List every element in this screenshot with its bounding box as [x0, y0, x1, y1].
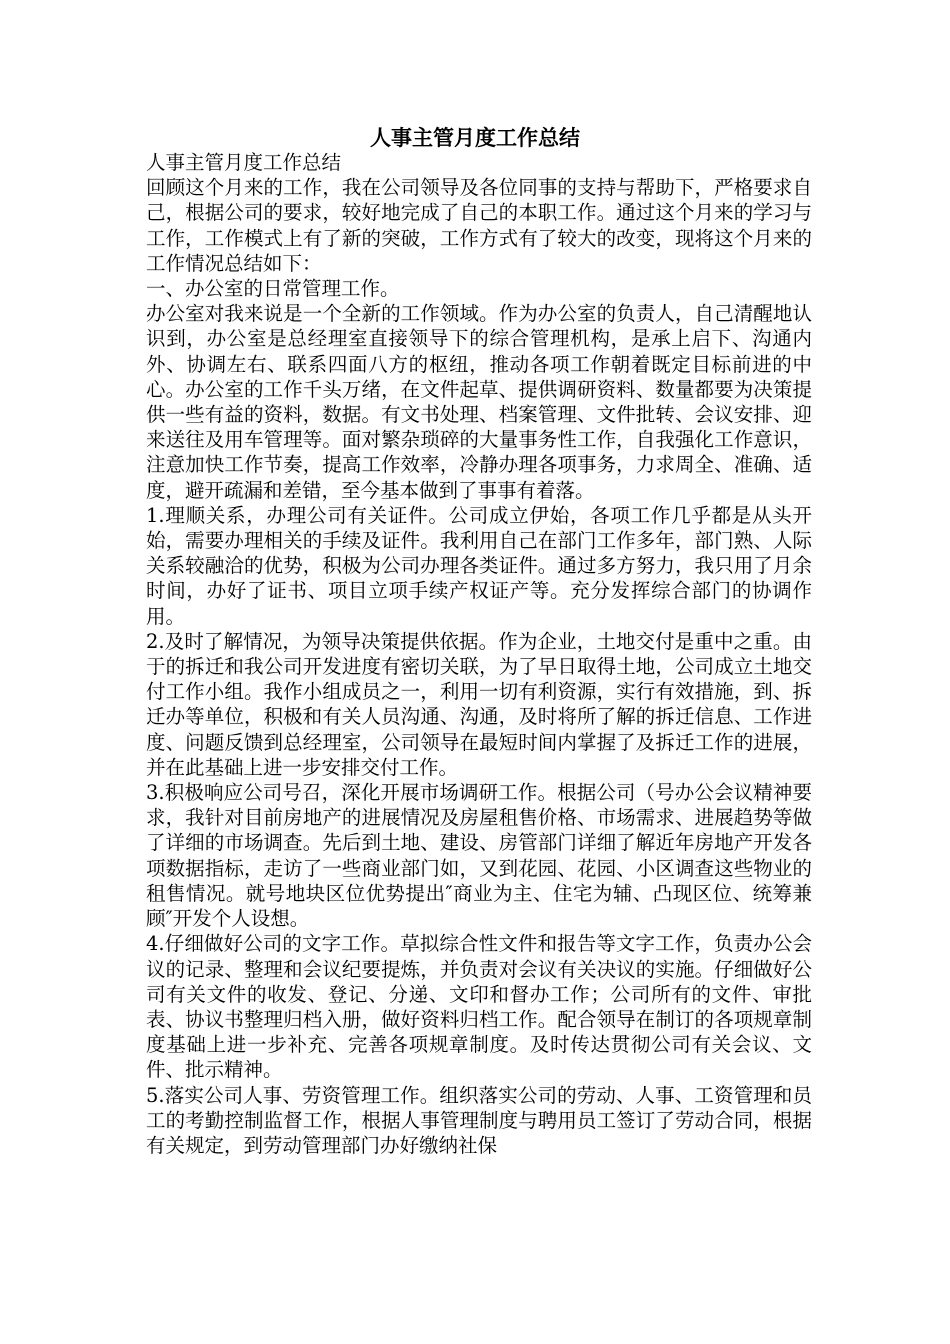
- paragraph-item-4: 4.仔细做好公司的文字工作。草拟综合性文件和报告等文字工作，负责办公会议的记录、整理和会议纪要提炼，并负责对会议有关决议的实施。仔细做好公司有关文件的收发、登记、分递、文印和督办工作；公司所有的文件、审批表、协议书整理归档入册，做好资料归档工作。配合领导在制订的各项规章制度基础上进一步补充、完善各项规章制度。及时传达贯彻公司有关会议、文件、批示精神。: [146, 932, 812, 1082]
- paragraph-item-2: 2.及时了解情况，为领导决策提供依据。作为企业，土地交付是重中之重。由于的拆迁和我公司开发进度有密切关联，为了早日取得土地，公司成立土地交付工作小组。我作小组成员之一，利用一切有利资源，实行有效措施，到、拆迁办等单位，积极和有关人员沟通、沟通，及时将所了解的拆迁信息、工作进度、问题反馈到总经理室，公司领导在最短时间内掌握了及拆迁工作的进展，并在此基础上进一步安排交付工作。: [146, 629, 812, 779]
- paragraph-heading: 人事主管月度工作总结: [146, 151, 342, 174]
- paragraph-intro: 回顾这个月来的工作，我在公司领导及各位同事的支持与帮助下，严格要求自己，根据公司的要求，较好地完成了自己的本职工作。通过这个月来的学习与工作，工作模式上有了新的突破，工作方式有了较大的改变，现将这个月来的工作情况总结如下：: [146, 176, 812, 275]
- section-heading-1: 一、办公室的日常管理工作。: [146, 277, 400, 301]
- document-title: 人事主管月度工作总结: [370, 125, 580, 150]
- paragraph-item-1: 1.理顺关系，办理公司有关证件。公司成立伊始，各项工作几乎都是从头开始，需要办理相关的手续及证件。我利用自己在部门工作多年，部门熟、人际关系较融洽的优势，积极为公司办理各类证件。通过多方努力，我只用了月余时间，办好了证书、项目立项手续产权证产等。充分发挥综合部门的协调作用。: [146, 503, 812, 628]
- paragraph-item-5: 5.落实公司人事、劳资管理工作。组织落实公司的劳动、人事、工资管理和员工的考勤控制监督工作，根据人事管理制度与聘用员工签订了劳动合同，根据有关规定，到劳动管理部门办好缴纳社保: [146, 1083, 812, 1157]
- paragraph-office: 办公室对我来说是一个全新的工作领域。作为办公室的负责人，自己清醒地认识到，办公室是总经理室直接领导下的综合管理机构，是承上启下、沟通内外、协调左右、联系四面八方的枢纽，推动各项工作朝着既定目标前进的中心。办公室的工作千头万绪，在文件起草、提供调研资料、数量都要为决策提供一些有益的资料，数据。有文书处理、档案管理、文件批转、会议安排、迎来送往及用车管理等。面对繁杂琐碎的大量事务性工作，自我强化工作意识，注意加快工作节奏，提高工作效率，冷静办理各项事务，力求周全、准确、适度，避开疏漏和差错，至今基本做到了事事有着落。: [146, 302, 812, 502]
- document-body: [146, 150, 812, 1158]
- paragraph-item-3: 3.积极响应公司号召，深化开展市场调研工作。根据公司（号办公会议精神要求，我针对目前房地产的进展情况及房屋租售价格、市场需求、进展趋势等做了详细的市场调查。先后到土地、建设、房管部门详细了解近年房地产开发各项数据指标，走访了一些商业部门如，又到花园、花园、小区调查这些物业的租售情况。就号地块区位优势提出″商业为主、住宅为辅、凸现区位、统筹兼顾″开发个人设想。: [146, 781, 812, 931]
